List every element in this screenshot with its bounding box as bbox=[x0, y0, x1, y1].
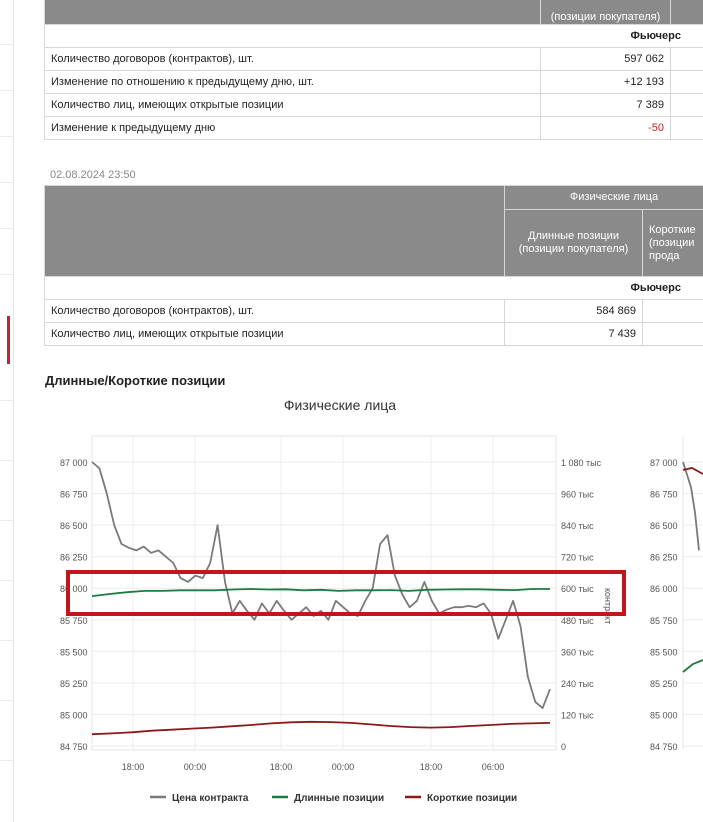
y-right-tick-label: 960 тыс bbox=[561, 489, 594, 500]
legend-label: Короткие позиции bbox=[427, 793, 518, 804]
y-right-tick-label: 0 bbox=[561, 742, 567, 752]
table-header-short: Короткие (позиции прода bbox=[643, 210, 703, 277]
rail-divider bbox=[0, 760, 13, 761]
rail-divider bbox=[0, 136, 13, 137]
rail-divider bbox=[0, 700, 13, 701]
y-right-tick-label: 360 тыс bbox=[561, 647, 594, 658]
y-left-tick-label: 87 000 bbox=[60, 458, 88, 468]
rail-divider bbox=[0, 640, 13, 641]
rail-divider bbox=[0, 460, 13, 461]
table-header-blank bbox=[45, 0, 541, 25]
rail-divider bbox=[0, 274, 13, 275]
section-label: Фьючерс bbox=[45, 25, 703, 48]
row-label: Количество договоров (контрактов), шт. bbox=[45, 300, 505, 323]
x-tick-label: 18:00 bbox=[121, 762, 145, 772]
y-right-tick-label: 720 тыс bbox=[561, 552, 594, 563]
rail-divider bbox=[0, 90, 13, 91]
plot-area bbox=[92, 436, 556, 750]
y-right-tick-label: 240 тыс bbox=[561, 678, 594, 689]
rail-divider bbox=[0, 182, 13, 183]
y-left-tick-label: 85 500 bbox=[60, 647, 88, 658]
y-left-tick-label: 85 000 bbox=[60, 710, 88, 721]
y-left-tick-label-2: 85 750 bbox=[650, 615, 678, 626]
y-left-tick-label: 85 750 bbox=[60, 615, 88, 626]
positions-table-2 bbox=[44, 185, 703, 346]
legend-label: Цена контракта bbox=[172, 793, 249, 804]
rail-active-indicator bbox=[7, 316, 10, 364]
legend-label: Длинные позиции bbox=[294, 793, 385, 804]
y-left-tick-label-2: 86 000 bbox=[650, 584, 678, 595]
y-left-tick-label: 86 500 bbox=[60, 521, 88, 532]
rail-divider bbox=[0, 44, 13, 45]
x-tick-label: 18:00 bbox=[269, 762, 293, 772]
y-left-tick-label: 86 250 bbox=[60, 552, 88, 563]
timestamp: 02.08.2024 23:50 bbox=[50, 169, 136, 181]
chart-title: Физические лица bbox=[283, 397, 397, 413]
section-title: Длинные/Короткие позиции bbox=[45, 373, 226, 388]
rail-divider bbox=[0, 228, 13, 229]
highlight-box bbox=[68, 572, 624, 614]
y-right-axis-label: контракт bbox=[603, 588, 613, 625]
y-left-tick-label-2: 86 500 bbox=[650, 521, 678, 532]
rail-divider bbox=[0, 520, 13, 521]
y-left-tick-label-2: 87 000 bbox=[650, 458, 678, 468]
row-value: 7 389 bbox=[541, 94, 671, 117]
rail-divider bbox=[0, 580, 13, 581]
x-tick-label: 00:00 bbox=[183, 762, 207, 772]
y-left-tick-label-2: 85 500 bbox=[650, 647, 678, 658]
series-line-short-2 bbox=[683, 468, 703, 474]
series-line-long bbox=[92, 589, 550, 596]
series-line-long-2 bbox=[683, 660, 703, 672]
series-line-price-2 bbox=[683, 462, 699, 550]
row-value: -50 bbox=[541, 117, 671, 140]
series-line-price bbox=[92, 462, 550, 708]
row-label: Количество лиц, имеющих открытые позиции bbox=[45, 94, 541, 117]
y-left-tick-label-2: 85 250 bbox=[650, 678, 678, 689]
table-header-blank bbox=[45, 186, 505, 277]
row-label: Изменение к предыдущему дню bbox=[45, 117, 541, 140]
y-right-tick-label: 840 тыс bbox=[561, 521, 594, 532]
row-label: Изменение по отношению к предыдущему дню, шт. bbox=[45, 71, 541, 94]
y-left-tick-label-2: 86 250 bbox=[650, 552, 678, 563]
table-header-long: Длинные позиции (позиции покупателя) bbox=[505, 210, 643, 277]
y-right-tick-label: 600 тыс bbox=[561, 584, 594, 595]
section-label: Фьючерс bbox=[45, 277, 703, 300]
table-header-next bbox=[671, 0, 703, 25]
y-left-tick-label: 84 750 bbox=[60, 742, 88, 752]
y-right-tick-label: 1 080 тыс bbox=[561, 458, 602, 468]
y-left-tick-label: 86 000 bbox=[60, 584, 88, 595]
y-left-tick-label: 85 250 bbox=[60, 678, 88, 689]
positions-table-1 bbox=[44, 0, 703, 140]
y-left-tick-label-2: 85 000 bbox=[650, 710, 678, 721]
table-group-header: Физические лица bbox=[505, 186, 703, 210]
x-tick-label: 18:00 bbox=[419, 762, 443, 772]
row-label: Количество лиц, имеющих открытые позиции bbox=[45, 323, 505, 346]
row-value: 597 062 bbox=[541, 48, 671, 71]
row-value: +12 193 bbox=[541, 71, 671, 94]
table-header-long: (позиции покупателя) bbox=[541, 0, 671, 25]
y-right-tick-label: 120 тыс bbox=[561, 710, 594, 721]
row-value: 7 439 bbox=[505, 323, 643, 346]
row-value: 584 869 bbox=[505, 300, 643, 323]
row-label: Количество договоров (контрактов), шт. bbox=[45, 48, 541, 71]
y-left-tick-label: 86 750 bbox=[60, 489, 88, 500]
x-tick-label: 00:00 bbox=[331, 762, 355, 772]
y-left-tick-label-2: 84 750 bbox=[650, 742, 678, 752]
y-left-tick-label-2: 86 750 bbox=[650, 489, 678, 500]
y-right-tick-label: 480 тыс bbox=[561, 615, 594, 626]
x-tick-label: 06:00 bbox=[481, 762, 505, 772]
series-line-short bbox=[92, 722, 550, 734]
